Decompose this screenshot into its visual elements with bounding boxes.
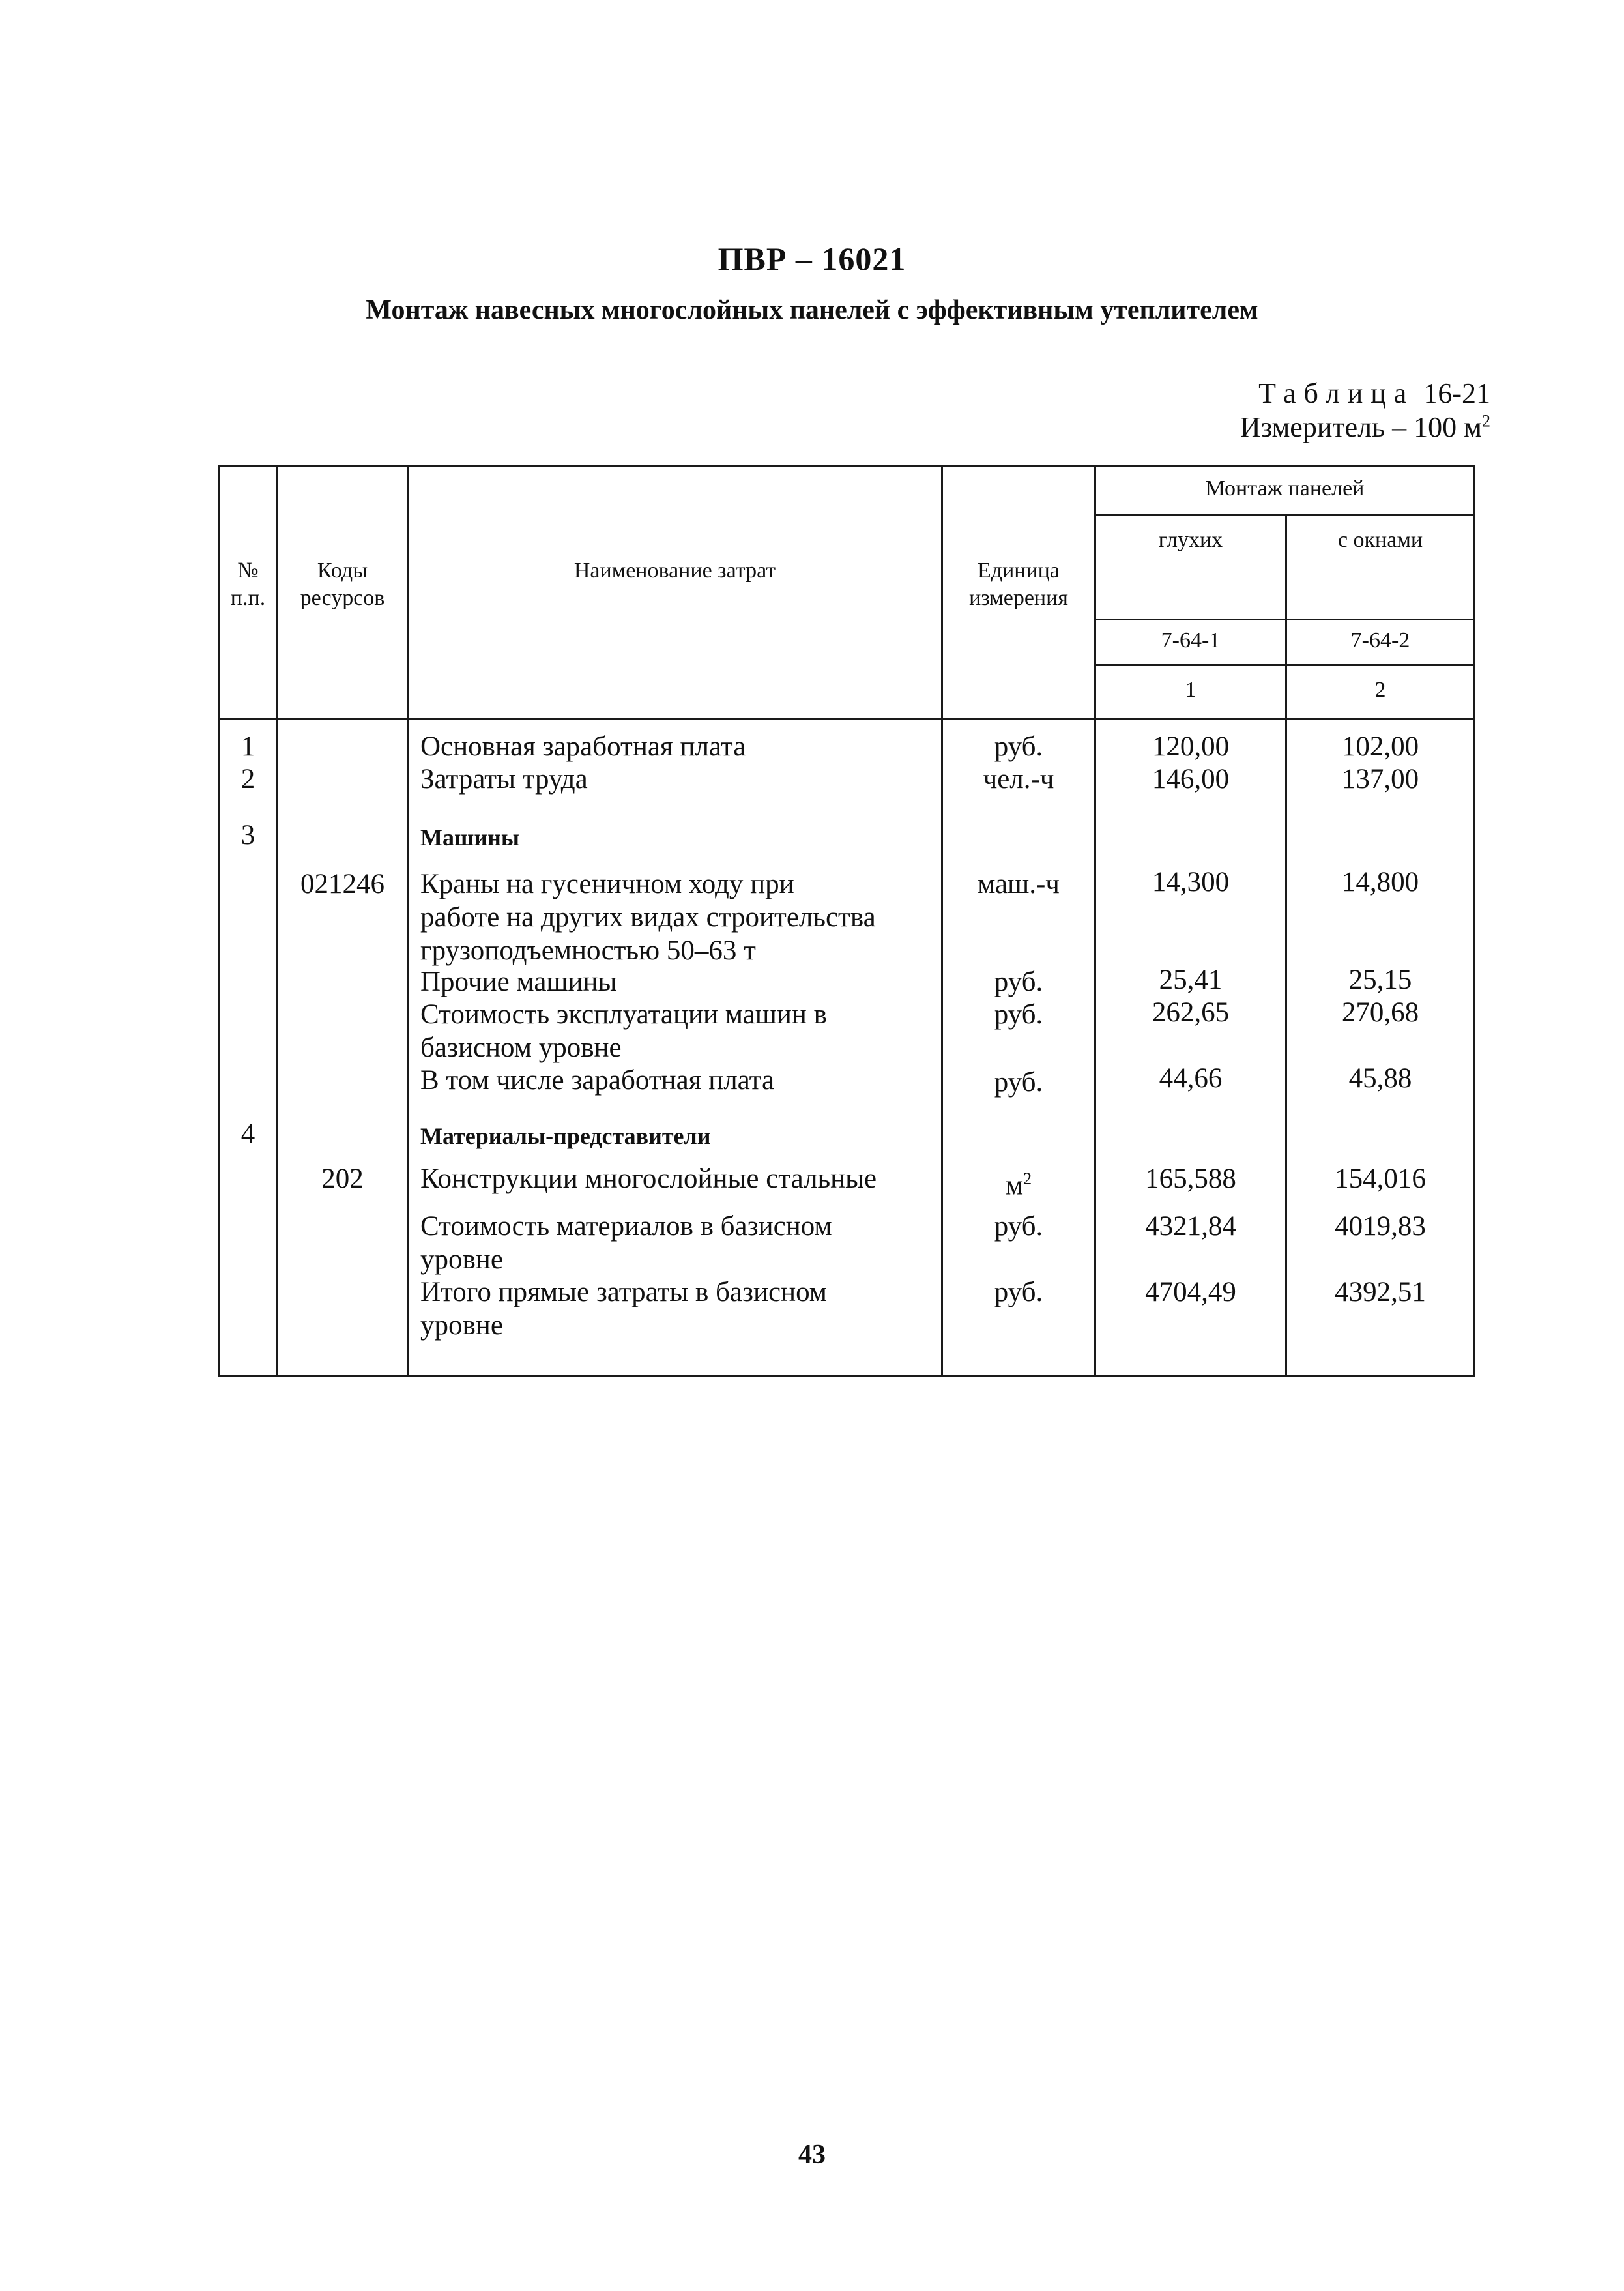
row-num: 4 (240, 1118, 255, 1149)
header-sub1: глухих (1158, 528, 1223, 552)
row-name: Конструкции многослойные стальные (420, 1163, 877, 1194)
row-value-1: 262,65 (1152, 997, 1230, 1028)
row-value-2: 25,15 (1348, 965, 1412, 995)
row-unit-sup: 2 (1023, 1169, 1032, 1188)
row-name-line2: базисном уровне (420, 1032, 622, 1063)
header-sub2: с окнами (1337, 528, 1423, 552)
row-unit: руб. (994, 967, 1043, 997)
row-code: 021246 (300, 869, 384, 899)
row-unit: руб. (994, 999, 1043, 1030)
section-heading-machines: Машины (420, 824, 519, 851)
row-name-line2: уровне (420, 1310, 503, 1341)
row-code: 202 (321, 1163, 364, 1194)
header-group: Монтаж панелей (1205, 476, 1365, 501)
row-name-line1: Итого прямые затраты в базисном (420, 1277, 828, 1307)
header-num-line2: п.п. (230, 586, 266, 610)
row-name: В том числе заработная плата (420, 1065, 775, 1096)
header-unit-line2: измерения (969, 586, 1068, 610)
row-value-1: 44,66 (1159, 1063, 1223, 1094)
header-name: Наименование затрат (573, 559, 776, 583)
row-value-2: 4392,51 (1335, 1277, 1426, 1307)
row-value-1: 4704,49 (1145, 1277, 1236, 1307)
row-value-2: 4019,83 (1335, 1211, 1426, 1242)
section-heading-materials: Материалы-представители (420, 1123, 711, 1149)
row-unit: маш.-ч (978, 869, 1060, 899)
row-unit: руб. (994, 1277, 1043, 1307)
row-name: Затраты труда (420, 764, 588, 795)
page-subtitle: Монтаж навесных многослойных панелей с эффективным утеплителем (366, 295, 1258, 325)
row-value-1: 25,41 (1159, 965, 1223, 995)
header-num-line1: № (237, 559, 259, 583)
header-codes-line2: ресурсов (300, 586, 385, 610)
header-bottom-line (220, 718, 1473, 720)
unit-text: Измеритель – 100 м (1240, 411, 1482, 443)
table-word: Таблица (1258, 377, 1415, 409)
row-unit-text: м (1005, 1170, 1024, 1201)
row-unit: чел.-ч (983, 764, 1054, 795)
unit-sup: 2 (1482, 411, 1490, 431)
row-divider (1094, 664, 1473, 666)
row-name-line1: Краны на гусеничном ходу при (420, 869, 794, 899)
row-divider (1094, 619, 1473, 620)
row-unit: руб. (994, 1211, 1043, 1242)
header-num (220, 557, 276, 612)
row-num: 1 (240, 731, 255, 762)
row-name (420, 1276, 827, 1342)
page-title: ПВР – 16021 (718, 241, 906, 277)
header-code2: 7-64-2 (1350, 628, 1410, 652)
page-number: 43 (798, 2140, 826, 2170)
header-idx2: 2 (1374, 678, 1386, 702)
header-idx1: 1 (1185, 678, 1196, 702)
header-unit (943, 557, 1094, 612)
row-divider (1094, 514, 1473, 516)
table-number: 16-21 (1423, 377, 1490, 409)
header-codes-line1: Коды (317, 559, 368, 583)
row-name-line2: уровне (420, 1244, 503, 1275)
row-value-1: 146,00 (1152, 764, 1230, 795)
row-value-2: 45,88 (1348, 1063, 1412, 1094)
row-value-1: 165,588 (1145, 1163, 1236, 1194)
col-divider (407, 467, 409, 1375)
table-label (1258, 377, 1490, 410)
row-name-line3: грузоподъемностью 50–63 т (420, 935, 756, 966)
header-code1: 7-64-1 (1161, 628, 1221, 652)
row-value-2: 102,00 (1341, 731, 1419, 762)
header-codes (278, 557, 407, 612)
row-value-1: 14,300 (1152, 867, 1230, 897)
row-name: Основная заработная плата (420, 731, 746, 762)
row-value-2: 14,800 (1341, 867, 1419, 897)
row-name-line1: Стоимость материалов в базисном (420, 1211, 832, 1242)
row-name (420, 868, 876, 967)
row-name: Прочие машины (420, 967, 617, 997)
row-value-2: 270,68 (1341, 997, 1419, 1028)
unit-label (1240, 411, 1490, 444)
row-num: 2 (240, 764, 255, 795)
row-name (420, 1210, 832, 1276)
row-name (420, 998, 827, 1064)
row-unit (943, 1162, 1094, 1202)
header-unit-line1: Единица (978, 559, 1060, 583)
row-unit: руб. (994, 731, 1043, 762)
row-name-line1: Стоимость эксплуатации машин в (420, 999, 827, 1030)
row-value-2: 154,016 (1335, 1163, 1426, 1194)
row-name-line2: работе на других видах строительства (420, 902, 876, 933)
cost-table (218, 465, 1475, 1377)
row-value-2: 137,00 (1341, 764, 1419, 795)
row-value-1: 120,00 (1152, 731, 1230, 762)
row-num: 3 (240, 820, 255, 851)
row-value-1: 4321,84 (1145, 1211, 1236, 1242)
row-unit: руб. (994, 1067, 1043, 1098)
